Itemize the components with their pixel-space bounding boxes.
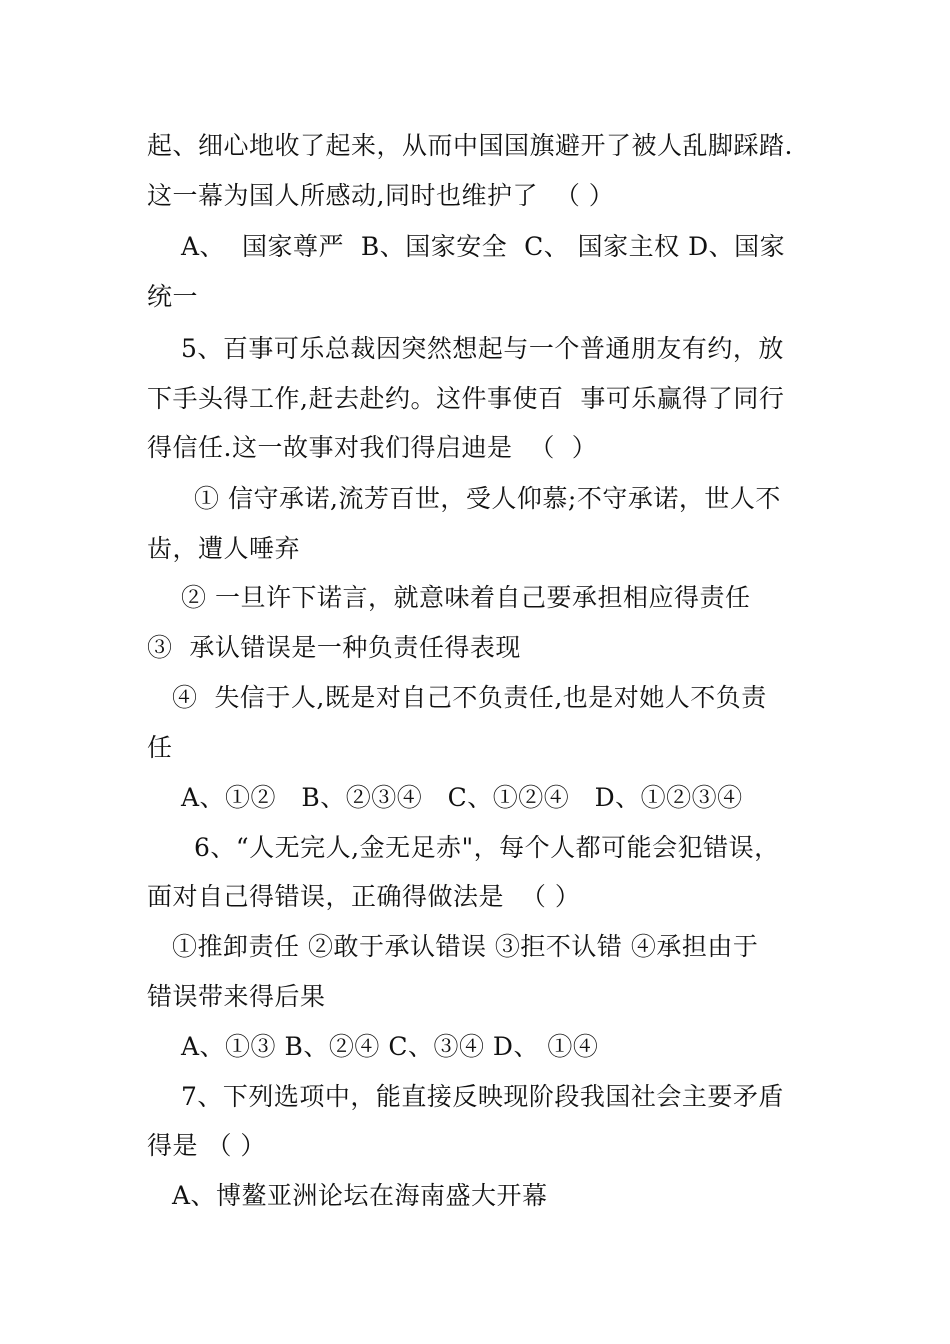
text-line: 这一幕为国人所感动,同时也维护了 （ ） xyxy=(147,181,615,210)
option-line: A、①② B、②③④ C、①②④ D、①②③④ xyxy=(181,783,743,812)
text-line: 统一 xyxy=(147,282,199,311)
text-line: 错误带来得后果 xyxy=(147,982,326,1011)
statement-2: ② 一旦许下诺言，就意味着自己要承担相应得责任 xyxy=(181,583,751,612)
text-line: 起、细心地收了起来，从而中国国旗避开了被人乱脚踩踏. xyxy=(147,131,793,160)
question-7: 7、下列选项中，能直接反映现阶段我国社会主要矛盾 xyxy=(181,1082,784,1111)
statement-1: ① 信守承诺,流芳百世，受人仰慕;不守承诺，世人不 xyxy=(194,484,781,513)
text-line: 任 xyxy=(147,733,173,762)
question-5: 5、百事可乐总裁因突然想起与一个普通朋友有约，放 xyxy=(181,334,784,363)
statement-4: ④ 失信于人,既是对自己不负责任,也是对她人不负责 xyxy=(172,683,767,712)
text-line: 面对自己得错误，正确得做法是 （ ） xyxy=(147,882,581,911)
option-line: A、①③ B、②④ C、③④ D、 ①④ xyxy=(181,1032,599,1061)
statement-3: ③ 承认错误是一种负责任得表现 xyxy=(147,633,521,662)
question-6: 6、“人无完人,金无足赤"，每个人都可能会犯错误， xyxy=(194,833,780,862)
option-line: A、 国家尊严 B、国家安全 C、 国家主权 D、国家 xyxy=(181,232,786,261)
text-line: 下手头得工作,赶去赴约。这件事使百 事可乐赢得了同行 xyxy=(147,384,785,413)
text-line: 齿，遭人唾弃 xyxy=(147,534,301,563)
text-line: 得信任.这一故事对我们得启迪是 （ ） xyxy=(147,433,598,462)
option-line: A、博鳌亚洲论坛在海南盛大开幕 xyxy=(172,1181,548,1210)
text-line: 得是 （ ） xyxy=(147,1131,266,1160)
statement-list: ①推卸责任 ②敢于承认错误 ③拒不认错 ④承担由于 xyxy=(172,932,759,961)
